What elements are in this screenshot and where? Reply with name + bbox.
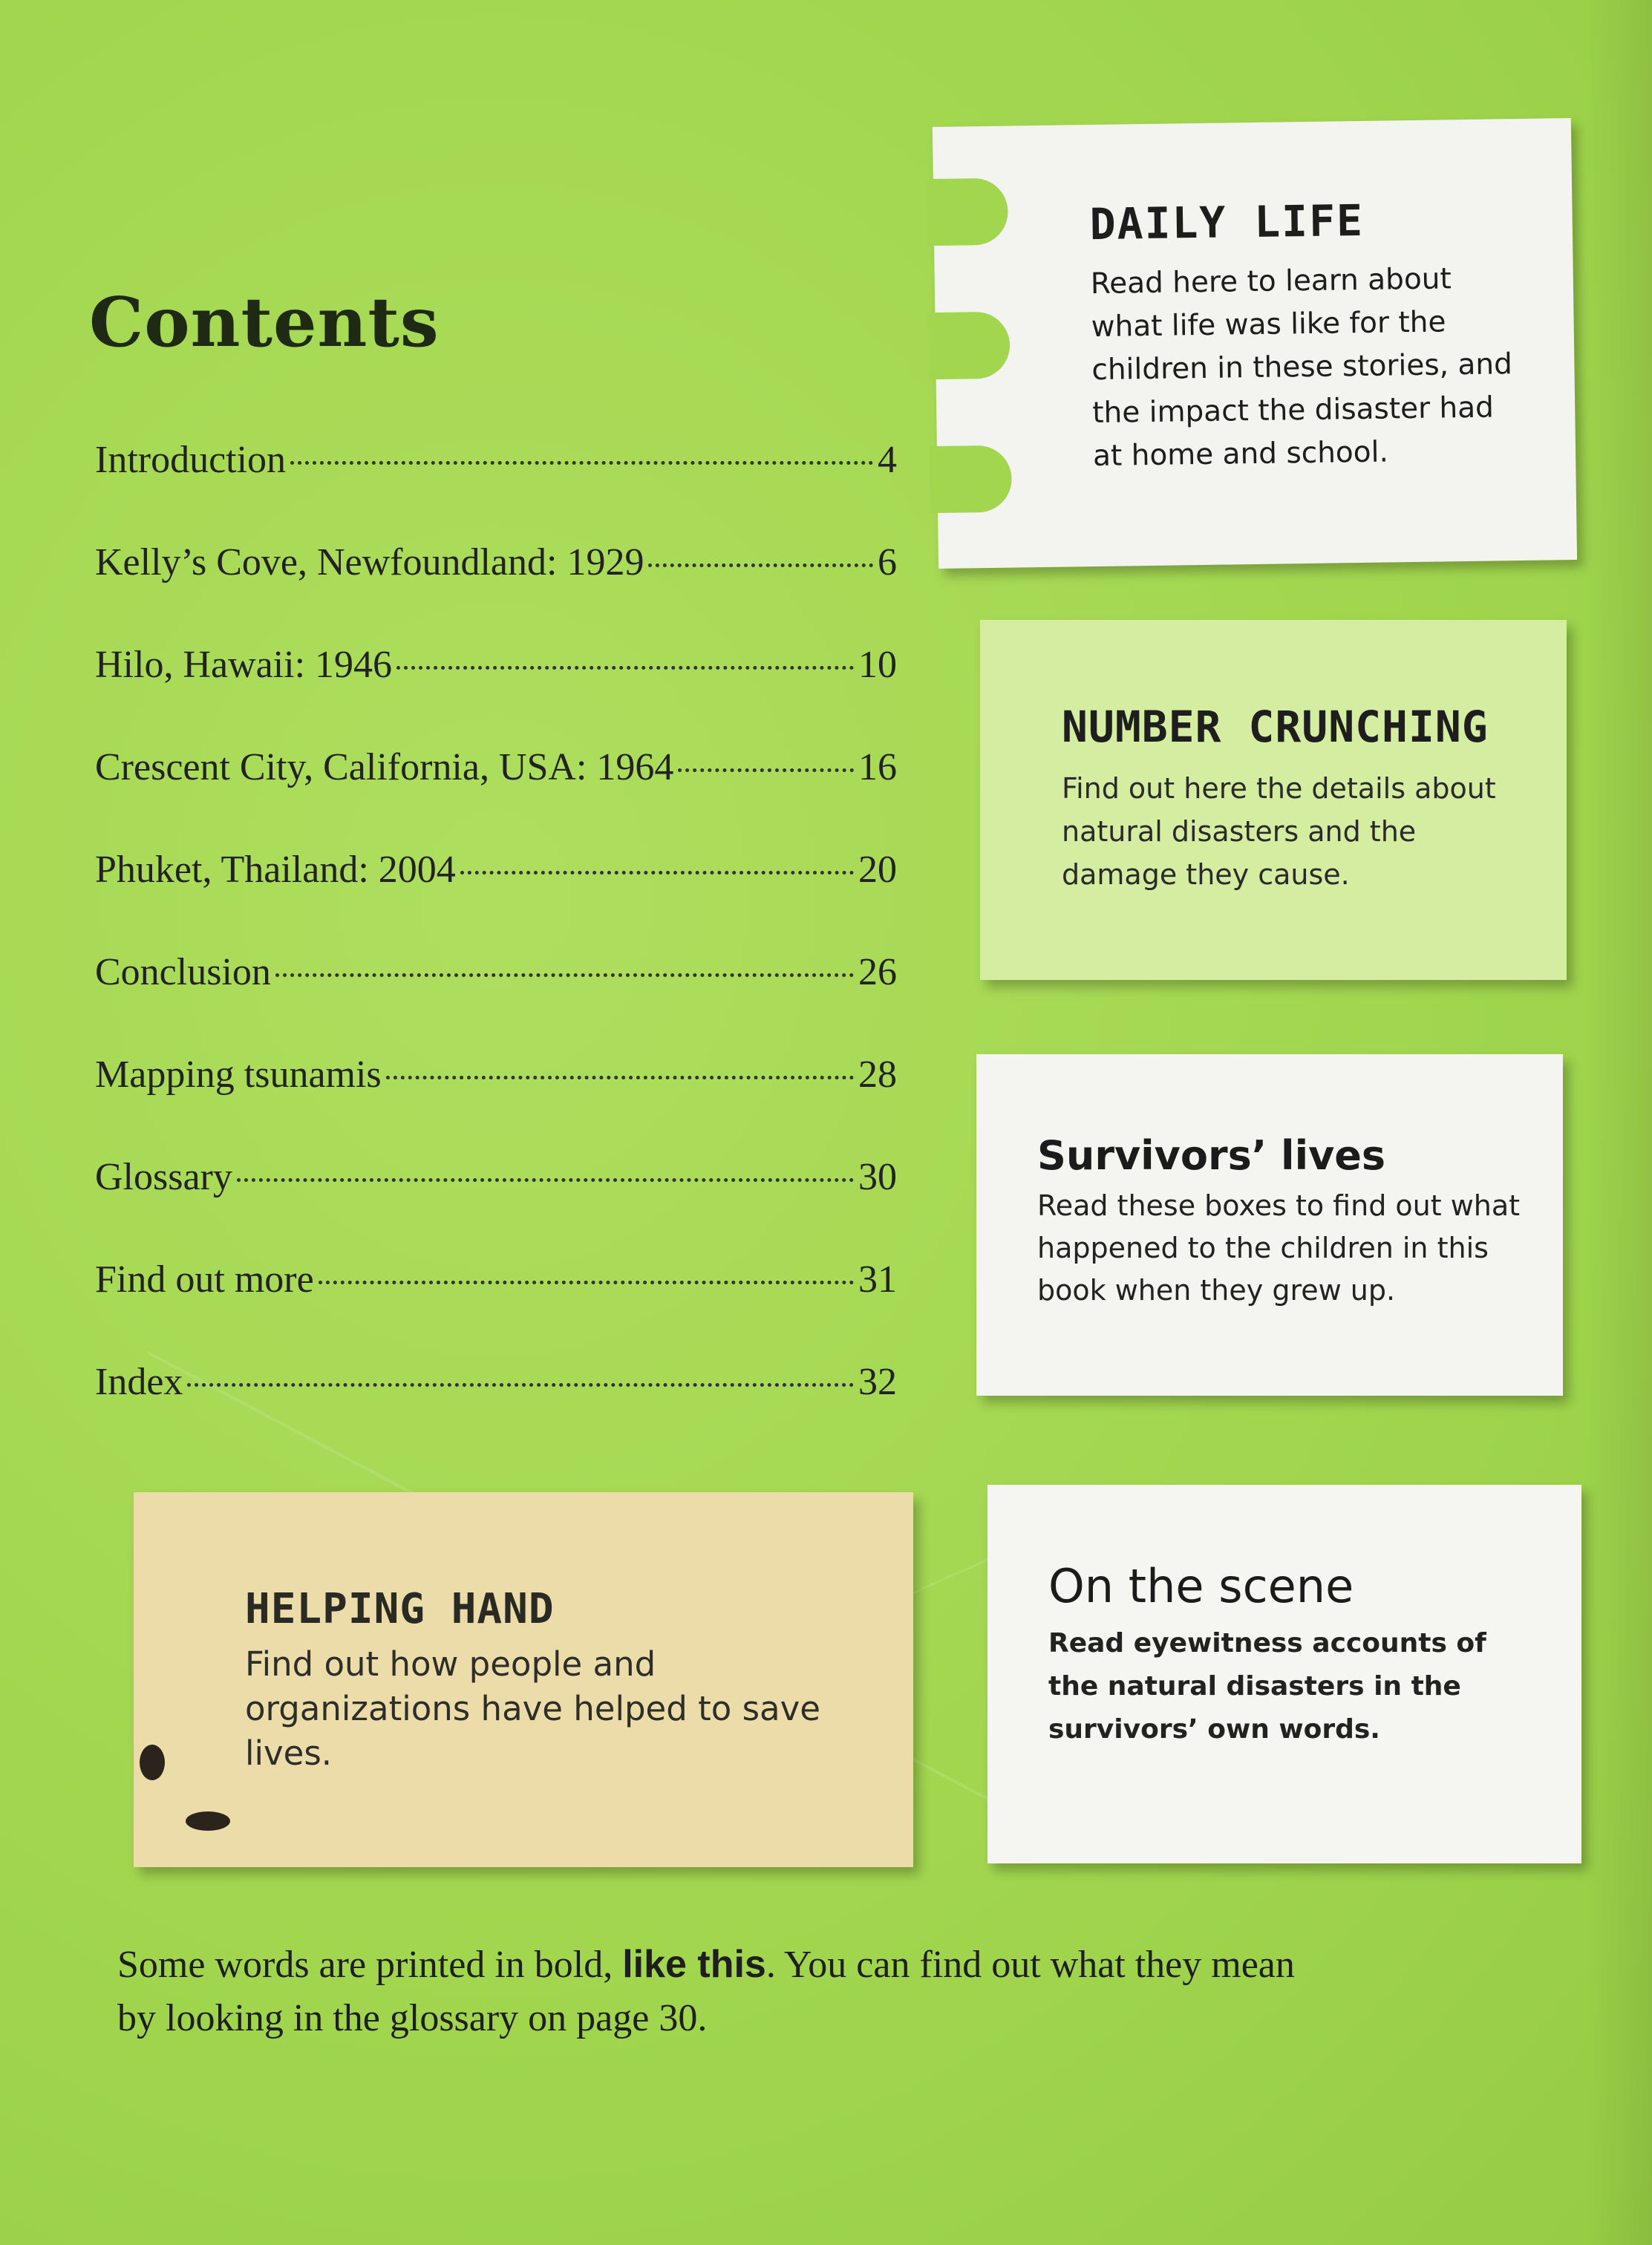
toc-leader-dots xyxy=(678,768,854,772)
note-text: . You can find out what they mean by looking in the glossary on page 30. xyxy=(117,1944,1295,2039)
toc-entry xyxy=(95,1155,897,1258)
toc-entry-page: 31 xyxy=(858,1258,897,1301)
toc-entry xyxy=(95,848,897,950)
toc-entry-page: 28 xyxy=(858,1053,897,1096)
card-heading: DAILY LIFE xyxy=(1089,195,1365,250)
toc-entry xyxy=(95,540,897,643)
toc-entry-page: 26 xyxy=(858,951,897,993)
bold-words-note xyxy=(117,1938,1305,2045)
ink-stain xyxy=(186,1811,230,1831)
torn-hole xyxy=(926,178,1008,246)
toc-leader-dots xyxy=(237,1178,854,1182)
toc-entry-page: 20 xyxy=(858,849,897,891)
toc-leader-dots xyxy=(386,1076,854,1079)
page-spine-shadow xyxy=(1585,0,1652,2245)
toc-entry xyxy=(95,1360,897,1463)
toc-entry-label: Index xyxy=(95,1361,183,1403)
table-of-contents xyxy=(95,438,897,1463)
page-title: Contents xyxy=(89,282,440,362)
toc-entry-page: 4 xyxy=(878,439,897,481)
toc-leader-dots xyxy=(187,1383,854,1387)
toc-entry xyxy=(95,745,897,848)
card-survivors-lives xyxy=(976,1054,1563,1396)
toc-entry-label: Find out more xyxy=(95,1258,314,1301)
toc-entry-page: 32 xyxy=(858,1361,897,1403)
toc-leader-dots xyxy=(275,973,854,977)
card-heading: NUMBER CRUNCHING xyxy=(1062,702,1489,752)
toc-entry-page: 6 xyxy=(878,541,897,584)
ink-stain xyxy=(140,1745,165,1780)
toc-leader-dots xyxy=(290,461,873,465)
card-text: Read eyewitness accounts of the natural disasters in the survivors’ own words. xyxy=(1048,1628,1486,1745)
toc-entry xyxy=(95,1258,897,1360)
toc-entry-label: Conclusion xyxy=(95,951,271,993)
toc-entry xyxy=(95,643,897,745)
toc-leader-dots xyxy=(648,563,873,567)
toc-entry-page: 10 xyxy=(858,644,897,686)
toc-entry xyxy=(95,1053,897,1155)
card-text: Read these boxes to find out what happened to the children in this book when they grew up. xyxy=(1037,1189,1521,1307)
toc-entry-label: Hilo, Hawaii: 1946 xyxy=(95,644,393,686)
toc-leader-dots xyxy=(319,1281,854,1284)
toc-entry-label: Kelly’s Cove, Newfoundland: 1929 xyxy=(95,541,644,584)
toc-entry xyxy=(95,950,897,1053)
toc-entry-page: 30 xyxy=(858,1156,897,1198)
card-helping-hand xyxy=(134,1492,913,1867)
note-text: Some words are printed in bold, xyxy=(117,1944,623,1986)
card-daily-life xyxy=(933,118,1577,569)
toc-leader-dots xyxy=(396,666,854,670)
toc-leader-dots xyxy=(460,871,854,875)
toc-entry-page: 16 xyxy=(858,746,897,788)
card-text: Read here to learn about what life was like for the children in these stories, and the impact the disaster had at home and school. xyxy=(1090,262,1513,474)
toc-entry-label: Phuket, Thailand: 2004 xyxy=(95,849,456,891)
toc-entry-label: Crescent City, California, USA: 1964 xyxy=(95,746,674,788)
card-text: Find out how people and organizations have helped to save lives. xyxy=(245,1644,820,1773)
toc-entry-label: Introduction xyxy=(95,439,287,481)
card-heading: On the scene xyxy=(1048,1559,1354,1613)
card-heading: HELPING HAND xyxy=(245,1585,555,1633)
card-number-crunching xyxy=(980,620,1567,980)
toc-entry-label: Mapping tsunamis xyxy=(95,1053,382,1096)
toc-entry-label: Glossary xyxy=(95,1156,232,1198)
torn-hole xyxy=(930,445,1012,514)
torn-hole xyxy=(927,312,1010,380)
card-text: Find out here the details about natural disasters and the damage they cause. xyxy=(1062,772,1496,891)
note-bold-example: like this xyxy=(622,1943,766,1986)
toc-entry xyxy=(95,438,897,540)
card-on-the-scene xyxy=(987,1485,1581,1863)
card-heading: Survivors’ lives xyxy=(1037,1132,1386,1179)
